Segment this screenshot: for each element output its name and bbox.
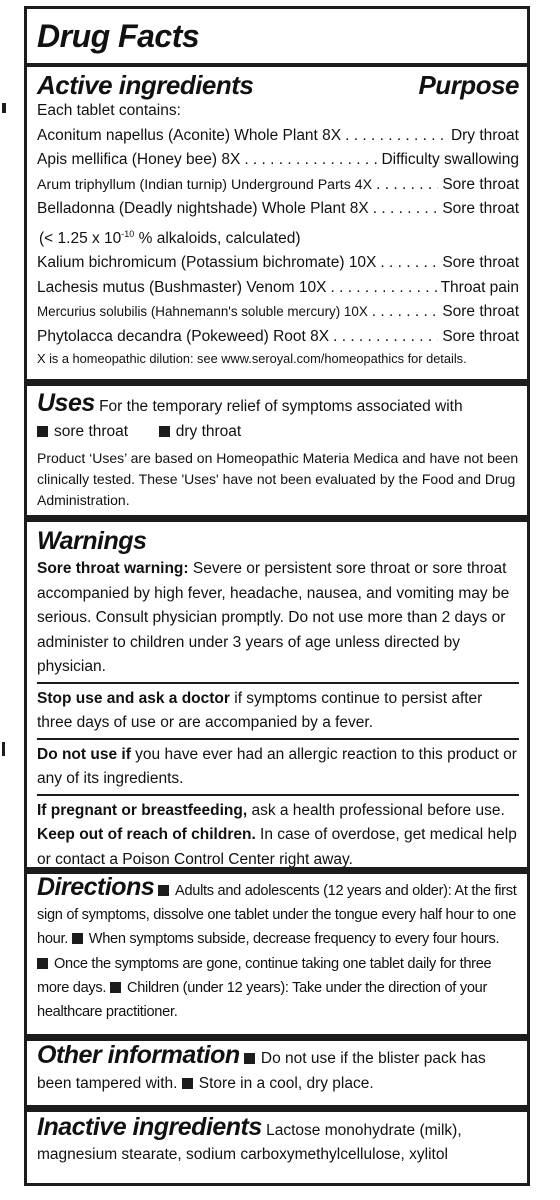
other-information-text: Other information Do not use if the blister pack has been tampered with. Store in a cool, dry place. [37,1041,486,1092]
bullet-square-icon [37,958,48,969]
bullet-square-icon [244,1053,255,1064]
bullet-square-icon [110,982,121,993]
pregnancy-warning: If pregnant or breastfeeding, ask a health professional before use. Keep out of reach of children. In case of overdose, get medical help or contact a Poison Control Center right away. [37,801,517,868]
uses-bullet: sore throat [54,423,129,440]
directions-heading: Directions [37,873,155,901]
edge-mark [2,742,5,756]
active-ingredients-heading: Active ingredients [37,70,254,100]
uses-text: For the temporary relief of symptoms associated with [99,398,463,415]
directions-section [37,875,519,1024]
dilution-footnote: X is a homeopathic dilution: see www.seroyal.com/homeopathics for details. [37,351,467,367]
ingredient-row [37,173,519,198]
sore-throat-warning: Sore throat warning: Severe or persistent sore throat or sore throat accompanied by high fever, headache, nausea, and vomiting may be serious. Consult physician promptly. Do not use more than 2 days or administer to children under 3 years of age unless directed by physician. [37,557,519,684]
stop-use-warning: Stop use and ask a doctor if symptoms continue to persist after three days of use or are accompanied by a fever. [37,687,519,740]
ingredient-purpose: Difficulty swallowing [381,151,519,168]
active-intro: Each tablet contains: [37,102,181,119]
purpose-heading: Purpose [418,70,519,100]
ingredient-row [37,251,519,276]
ingredient-row [37,197,519,222]
ingredient-row [37,325,519,350]
ingredient-row [37,276,519,301]
directions-text: Directions Adults and adolescents (12 years and older): At the first sign of symptoms, dissolve one tablet under the tongue every half hour to one hour. When symptoms subside, decrease frequency to every four hours. Once the symptoms are gone, continue taking one tablet daily for three more days. Children (under 12 years): Take under the direction of your healthcare practitioner. [37,873,517,1021]
page-title: Drug Facts [37,18,200,54]
ingredient-name: Lachesis mutus (Bushmaster) Venom 10X [37,278,327,296]
ingredient-name: Kalium bichromicum (Potassium bichromate) 10X [37,254,377,272]
uses-disclaimer: Product ‘Uses’ are based on Homeopathic Materia Medica and have not been clinically tested. These 'Uses' have not been evaluated by the Food and Drug Administration. [37,449,519,508]
ingredient-purpose: Sore throat [442,200,519,217]
ingredient-purpose: Sore throat [442,303,519,321]
title-section [37,19,519,53]
uses-heading: Uses [37,389,95,417]
inactive-ingredients-text: Inactive ingredients Lactose monohydrate (milk), magnesium stearate, sodium carboxymethylcellulose, xylitol [37,1113,462,1163]
other-information-heading: Other information [37,1041,240,1069]
ingredient-name: Mercurius solubilis (Hahnemann's soluble mercury) 10X [37,304,368,320]
divider [27,379,527,386]
divider [27,1105,527,1112]
bullet-square-icon [37,426,48,437]
ingredient-purpose: Sore throat [442,254,519,272]
uses-bullets [37,420,519,445]
alkaloid-note: (< 1.25 x $10^{-10}$ % alkaloids, calculated) [39,228,301,247]
active-ingredients-header [37,71,519,99]
ingredient-name: Belladonna (Deadly nightshade) Whole Plant 8X [37,200,369,217]
other-information-section [37,1043,519,1096]
ingredient-purpose: Sore throat [442,175,519,193]
inactive-ingredients-section [37,1115,519,1167]
warnings-heading: Warnings [37,527,147,555]
edge-mark [2,103,6,113]
uses-bullet: dry throat [175,423,242,440]
uses-section [37,390,519,511]
ingredient-row [37,300,519,325]
bullet-square-icon [159,426,170,437]
divider [27,63,527,67]
divider [27,515,527,522]
bullet-square-icon [182,1078,193,1089]
inactive-ingredients-heading: Inactive ingredients [37,1113,262,1141]
do-not-use-warning: Do not use if you have ever had an allergic reaction to this product or any of its ingredients. [37,743,519,796]
active-ingredients-section [37,71,519,369]
ingredient-row [37,124,519,149]
ingredient-purpose: Throat pain [440,278,519,296]
warnings-section [37,525,519,872]
ingredient-name: Aconitum napellus (Aconite) Whole Plant 8X [37,126,342,144]
ingredient-name: Phytolacca decandra (Pokeweed) Root 8X [37,327,330,345]
divider [27,1034,527,1041]
drug-facts-panel [24,6,530,1186]
ingredient-purpose: Dry throat [450,126,519,144]
ingredient-name: Apis mellifica (Honey bee) 8X [37,151,241,168]
ingredient-row [37,148,519,173]
ingredient-purpose: Sore throat [442,327,519,345]
bullet-square-icon [72,933,83,944]
bullet-square-icon [158,885,169,896]
ingredient-name: Arum triphyllum (Indian turnip) Underground Parts 4X [37,176,373,193]
